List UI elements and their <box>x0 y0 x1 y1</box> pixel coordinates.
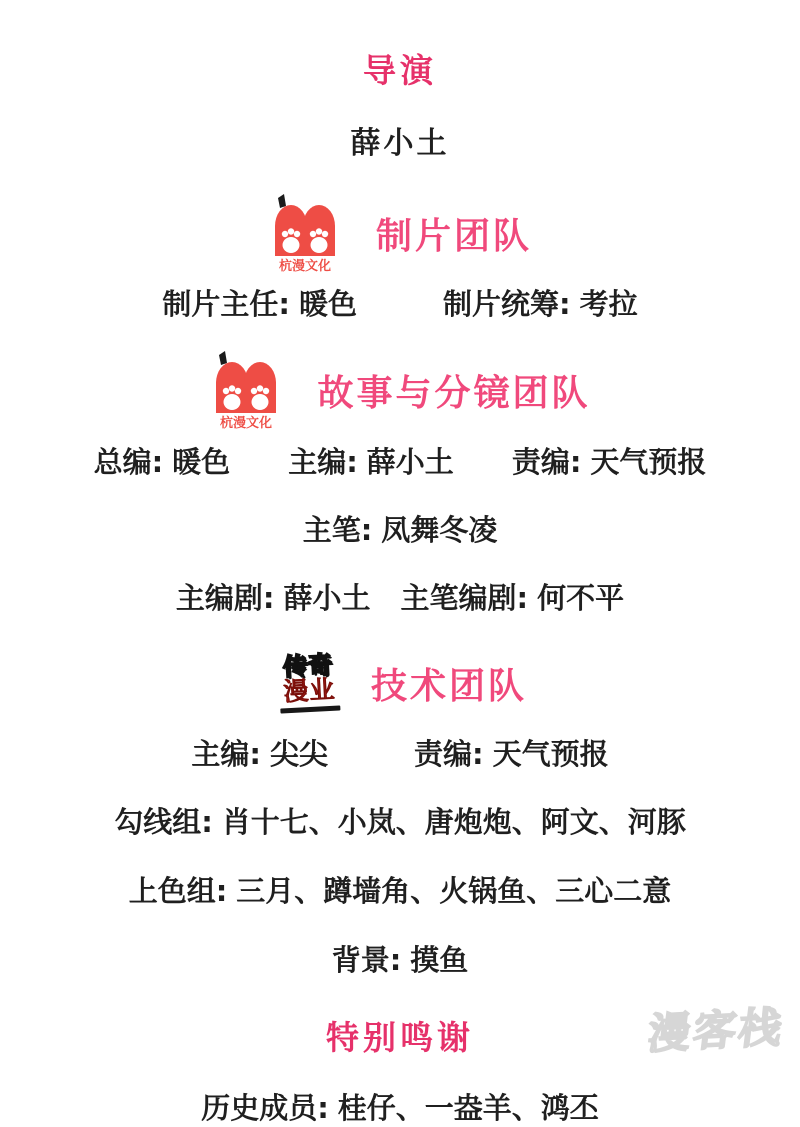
hangman-m-paws-icon <box>268 192 350 274</box>
tech-section-title: 技术团队 <box>370 665 527 707</box>
special-thanks-heading: 特别鸣谢 <box>326 1018 474 1057</box>
tech-section-header <box>273 645 527 721</box>
production-section-header <box>268 192 532 274</box>
svg-text:杭漫文化: 杭漫文化 <box>220 416 273 431</box>
production-credits-row <box>162 282 637 323</box>
credit-chief-editor: 总编: 暖色 <box>93 445 231 479</box>
story-credits-row-1 <box>94 440 707 481</box>
credit-tech-editor: 主编: 尖尖 <box>191 737 328 771</box>
credit-production-director: 制片主任: 暖色 <box>162 287 357 321</box>
credit-editor: 主编: 薛小土 <box>288 445 454 479</box>
tech-credits-row-2 <box>114 800 686 841</box>
story-credits-row-2 <box>303 508 498 549</box>
credit-historical-members: 历史成员: 桂仔、一盎羊、鸿丕 <box>201 1091 599 1125</box>
director-heading: 导演 <box>363 51 437 90</box>
hangman-m-paws-icon <box>209 349 291 431</box>
thanks-credits-row <box>201 1086 599 1127</box>
svg-text:杭漫文化: 杭漫文化 <box>278 259 331 274</box>
tech-credits-row-4 <box>332 938 469 979</box>
mankezhan-watermark: 漫客栈 <box>645 1002 788 1059</box>
credit-production-coordinator: 制片统筹: 考拉 <box>443 287 638 321</box>
hangman-culture-logo <box>209 349 291 431</box>
production-section-title: 制片团队 <box>375 215 532 257</box>
credit-coloring-group: 上色组: 三月、蹲墙角、火锅鱼、三心二意 <box>128 874 672 908</box>
credit-background: 背景: 摸鱼 <box>331 943 469 977</box>
credit-lineart-group: 勾线组: 肖十七、小岚、唐炮炮、阿文、河豚 <box>114 805 686 839</box>
credit-tech-responsible-editor: 责编: 天气预报 <box>414 737 609 771</box>
credit-lead-artist: 主笔: 凤舞冬凌 <box>302 513 498 547</box>
story-section-title: 故事与分镜团队 <box>317 372 591 414</box>
tech-credits-row-3 <box>129 869 672 910</box>
legend-logo-fineprint-bar <box>280 706 340 714</box>
credit-lead-script-artist: 主笔编剧: 何不平 <box>400 581 625 615</box>
director-name: 薛小土 <box>350 126 450 161</box>
legend-logo-top-text: 传奇 <box>282 650 334 682</box>
credit-responsible-editor: 责编: 天气预报 <box>511 445 707 479</box>
legend-logo-bottom-text: 漫业 <box>282 674 337 707</box>
legend-comics-logo <box>271 643 347 723</box>
credit-lead-scriptwriter: 主编剧: 薛小土 <box>175 581 371 615</box>
story-credits-row-3 <box>176 576 624 617</box>
story-section-header <box>209 349 590 431</box>
hangman-culture-logo <box>268 192 350 274</box>
tech-credits-row-1 <box>191 732 608 773</box>
